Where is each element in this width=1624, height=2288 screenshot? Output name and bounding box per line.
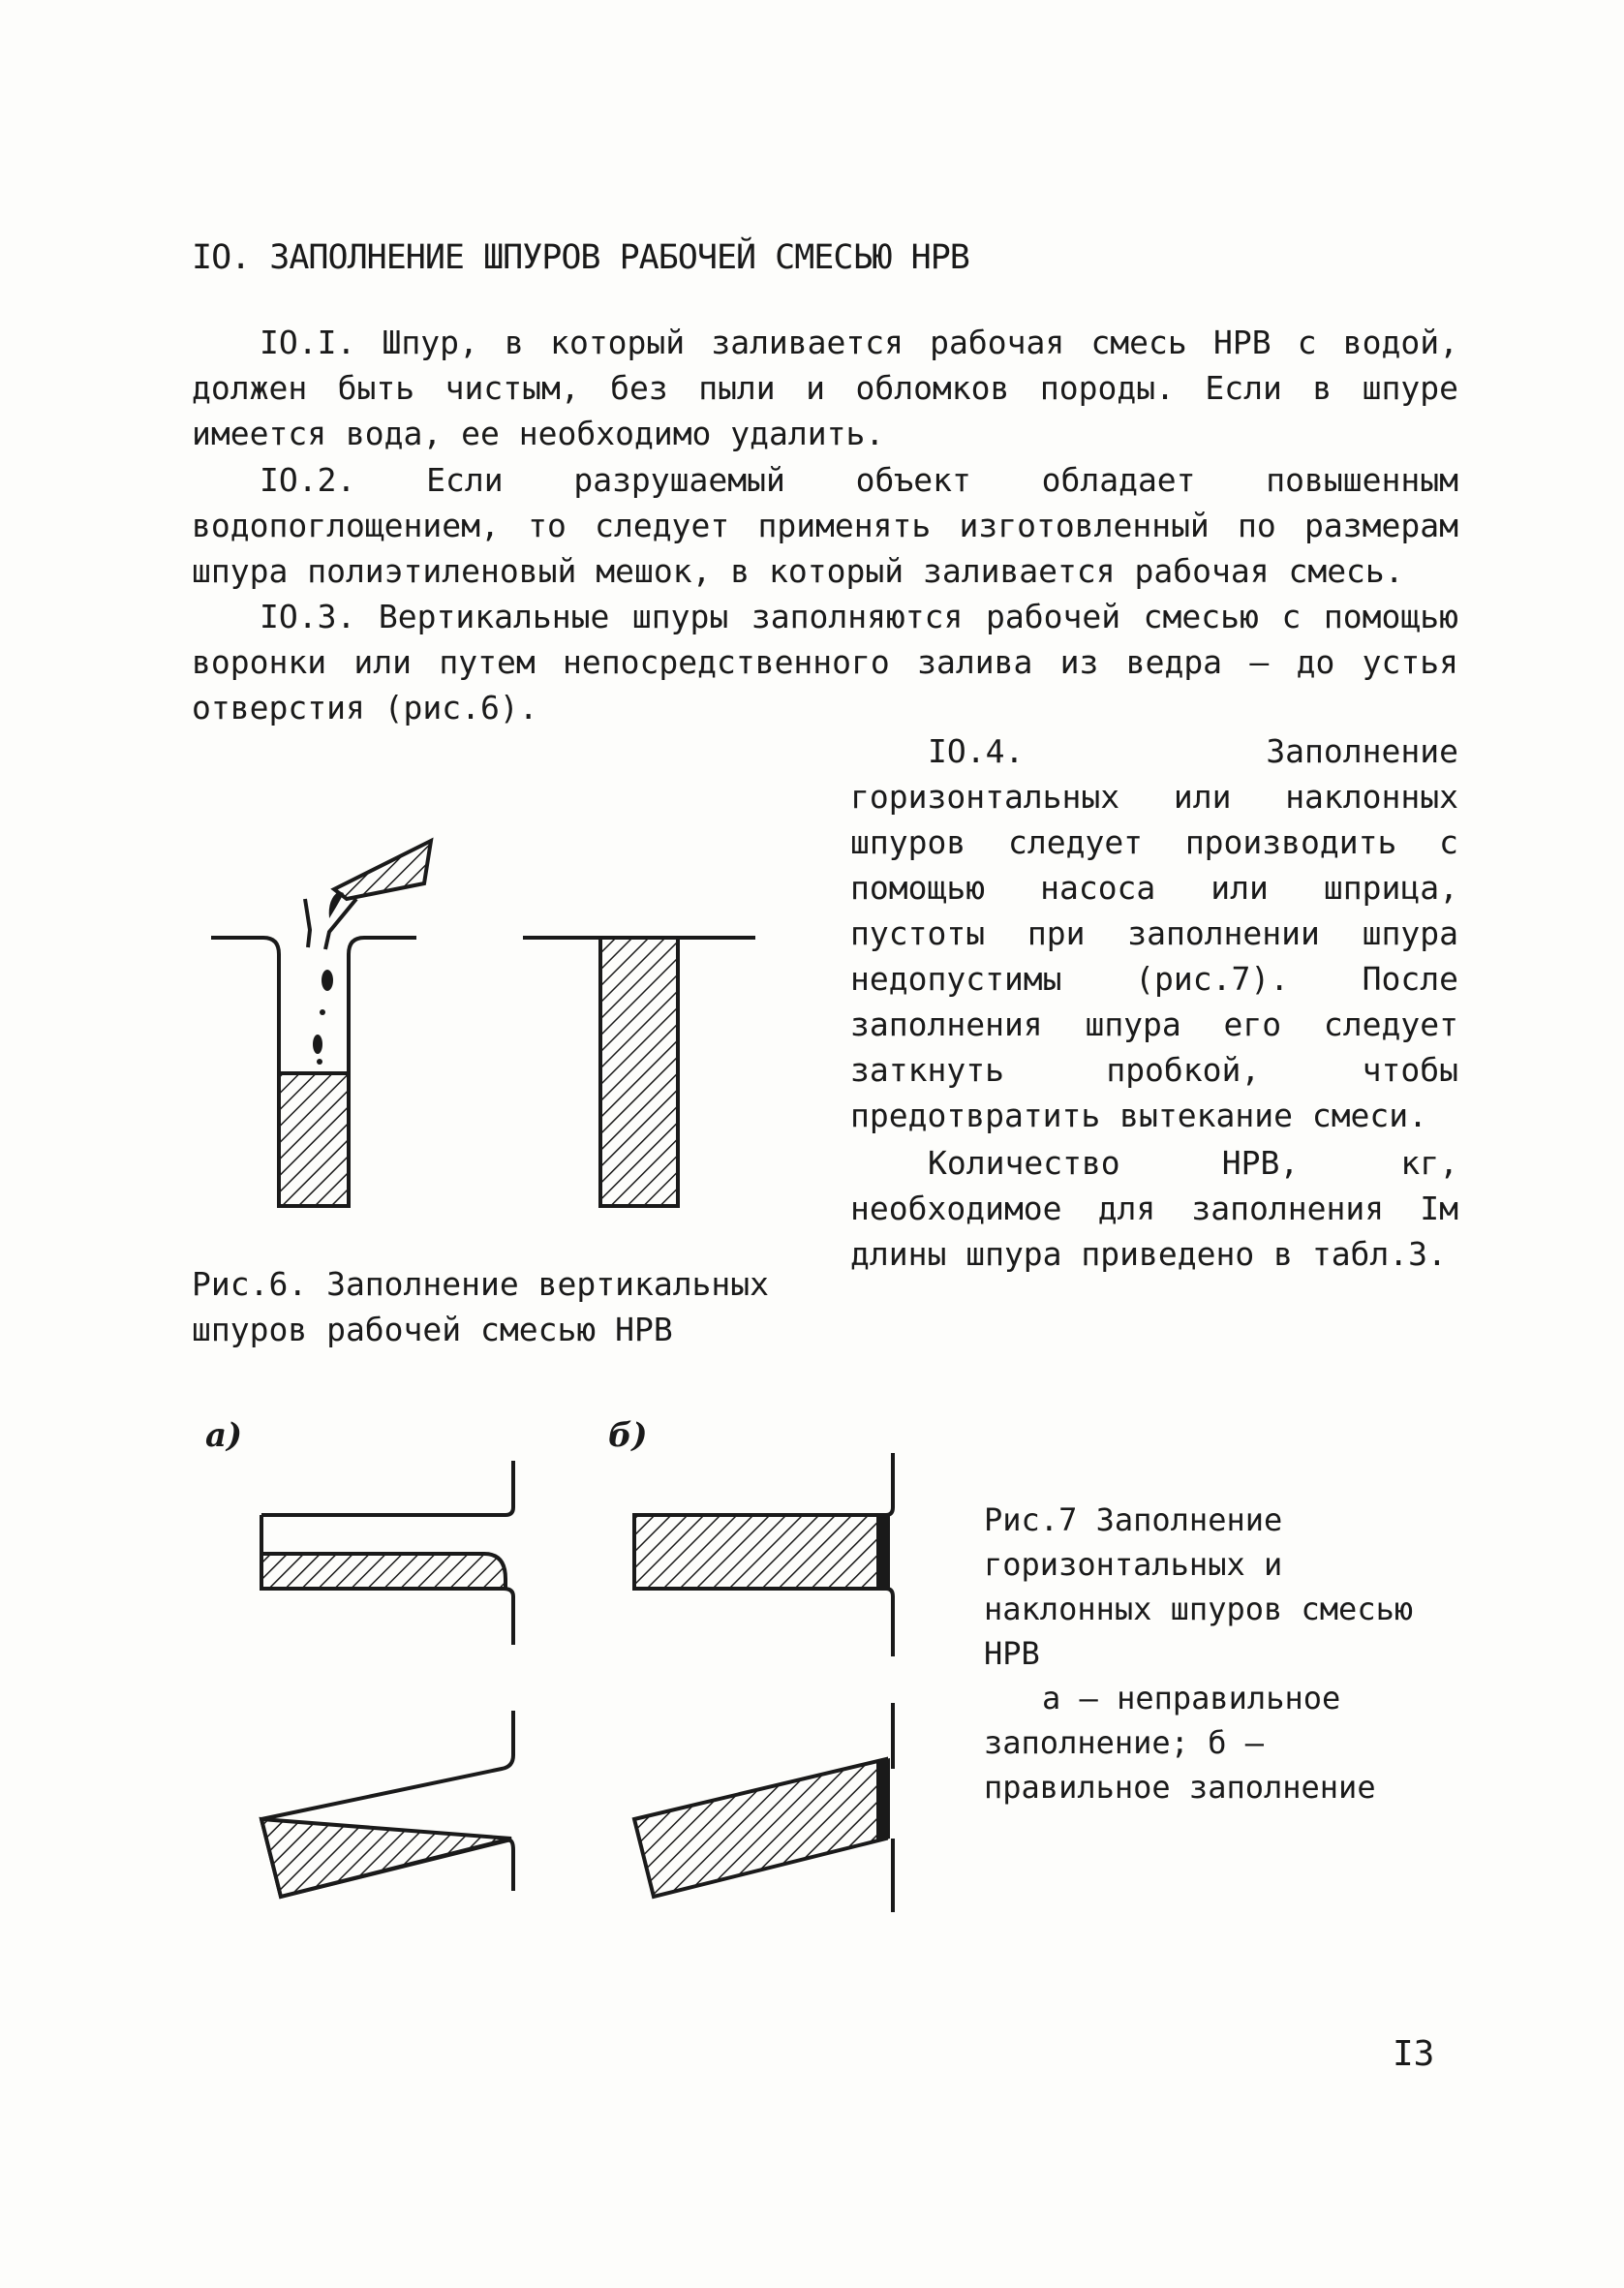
section-heading: IO. ЗАПОЛНЕНИЕ ШПУРОВ РАБОЧЕЙ СМЕСЬЮ НРВ [192, 238, 969, 277]
fig6-bucket-spout [334, 841, 431, 899]
paragraph-quantity: Количество НРВ, кг, необходимое для заполнения Iм длины шпура приведено в табл.3. [850, 1144, 1458, 1273]
page-number: I3 [1393, 2034, 1435, 2074]
fig6-drops [313, 970, 333, 1065]
fig7b-fill-correct [634, 1515, 886, 1589]
figure7-caption: Рис.7 Заполнение горизонтальных и наклонных шпуров смесью НРВ [984, 1501, 1414, 1672]
fig7a-fill-incorrect-inclined [261, 1819, 511, 1897]
paragraph-10-3: IO.3. Вертикальные шпуры заполняются рабочей смесью с помощью воронки или путем непосредственного залива из ведра – до устья отверстия (рис.6). [192, 598, 1458, 727]
figure7-legend: а – неправильное заполнение; б – правильное заполнение [984, 1680, 1376, 1806]
paragraph-10-1: IO.I. Шпур, в который заливается рабочая смесь НРВ с водой, должен быть чистым, без пыли и обломков породы. Если в шпуре имеется вода, ее необходимо удалить. [192, 324, 1458, 452]
fig7a-fill-incorrect [261, 1554, 506, 1589]
fig6-fill-full [600, 938, 678, 1206]
fig7b-plug-inclined [876, 1758, 890, 1841]
figure6-caption: Рис.6. Заполнение вертикальных шпуров рабочей смесью НРВ [192, 1265, 770, 1348]
figure7-label-a: а) [205, 1416, 243, 1455]
figure6-illustration [194, 833, 775, 1221]
fig6-fill-partial [279, 1073, 349, 1206]
figure7-illustration [242, 1434, 920, 1918]
figure7-caption-block [984, 1498, 1468, 1809]
fig7b-plug [876, 1515, 890, 1589]
fig7b-fill-correct-inclined [634, 1759, 886, 1897]
figure7-label-b: б) [608, 1416, 648, 1455]
paragraph-10-4: IO.4. Заполнение горизонтальных или наклонных шпуров следует производить с помощью насоса или шприца, пустоты при заполнении шпура недопустимы (рис.7). После заполнения шпура его следует заткнуть пробкой, чтобы предотвратить вытекание смеси. [850, 732, 1458, 1134]
paragraph-10-2: IO.2. Если разрушаемый объект обладает повышенным водопоглощением, то следует применять изготовленный по размерам шпура полиэтиленовый мешок, в который заливается рабочая смесь. [192, 461, 1458, 590]
